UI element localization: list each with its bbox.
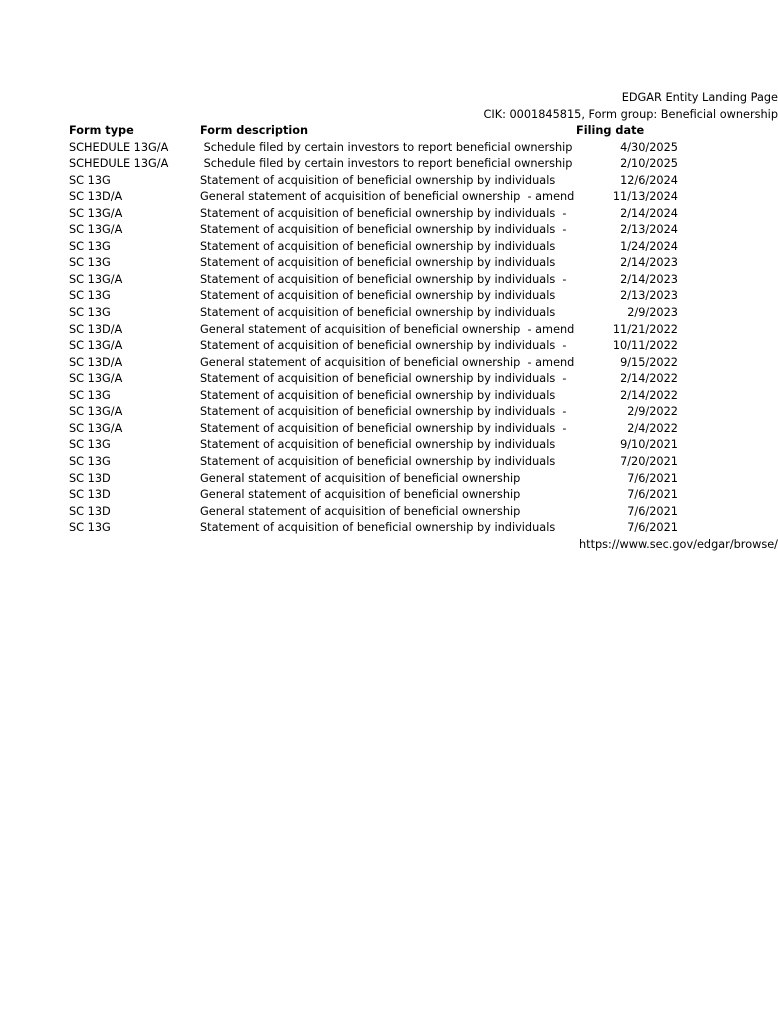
form-type-cell: SC 13D/A bbox=[69, 190, 123, 204]
table-row bbox=[0, 189, 678, 206]
filing-date-cell: 10/11/2022 bbox=[612, 339, 678, 353]
filing-date-cell: 2/14/2024 bbox=[620, 206, 678, 220]
form-description-cell: Statement of acquisition of beneficial ownership by individuals - bbox=[200, 223, 567, 237]
table-row bbox=[0, 504, 678, 521]
form-description-cell: Statement of acquisition of beneficial ownership by individuals bbox=[200, 454, 556, 468]
table-row bbox=[0, 173, 678, 190]
form-description-cell: Schedule filed by certain investors to report beneficial ownership bbox=[200, 140, 573, 154]
form-type-cell: SCHEDULE 13G/A bbox=[69, 140, 169, 154]
header-form-type: Form type bbox=[69, 124, 134, 137]
source-url: https://www.sec.gov/edgar/browse/ bbox=[578, 538, 778, 551]
table-row bbox=[0, 487, 678, 504]
form-type-cell: SC 13D bbox=[69, 488, 111, 502]
table-row bbox=[0, 388, 678, 405]
form-type-cell: SC 13G bbox=[69, 438, 111, 452]
table-row bbox=[0, 371, 678, 388]
table-row bbox=[0, 437, 678, 454]
form-description-cell: Schedule filed by certain investors to report beneficial ownership bbox=[200, 157, 573, 171]
form-type-cell: SC 13G bbox=[69, 256, 111, 270]
form-description-cell: Statement of acquisition of beneficial ownership by individuals bbox=[200, 306, 556, 319]
form-type-cell: SC 13G bbox=[69, 521, 111, 535]
table-row bbox=[0, 239, 678, 256]
filing-date-cell: 2/9/2023 bbox=[627, 306, 678, 319]
form-type-cell: SC 13G/A bbox=[69, 223, 123, 237]
form-description-cell: Statement of acquisition of beneficial ownership by individuals bbox=[200, 388, 556, 402]
table-row bbox=[0, 471, 678, 488]
table-row bbox=[0, 355, 678, 372]
filing-date-cell: 7/6/2021 bbox=[627, 521, 678, 535]
form-type-cell: SC 13D bbox=[69, 504, 111, 518]
form-type-cell: SC 13G/A bbox=[69, 405, 123, 419]
filing-date-cell: 1/24/2024 bbox=[620, 239, 678, 253]
table-row bbox=[0, 156, 678, 173]
filing-date-cell: 2/14/2023 bbox=[620, 256, 678, 270]
filing-date-cell: 2/4/2022 bbox=[627, 421, 678, 435]
table-row bbox=[0, 322, 678, 339]
form-description-cell: Statement of acquisition of beneficial ownership by individuals - bbox=[200, 206, 567, 220]
form-description-cell: Statement of acquisition of beneficial ownership by individuals - bbox=[200, 272, 567, 286]
filing-date-cell: 9/10/2021 bbox=[620, 438, 678, 452]
form-description-cell: General statement of acquisition of beneficial ownership bbox=[200, 471, 521, 485]
form-description-cell: Statement of acquisition of beneficial ownership by individuals bbox=[200, 438, 556, 452]
form-description-cell: Statement of acquisition of beneficial ownership by individuals bbox=[200, 173, 556, 187]
form-type-cell: SC 13G/A bbox=[69, 272, 123, 286]
form-type-cell: SC 13D/A bbox=[69, 355, 123, 369]
form-description-cell: General statement of acquisition of beneficial ownership bbox=[200, 504, 521, 518]
filing-date-cell: 2/13/2023 bbox=[620, 289, 678, 303]
form-description-cell: General statement of acquisition of beneficial ownership - amend bbox=[200, 190, 575, 204]
filing-date-cell: 2/13/2024 bbox=[620, 223, 678, 237]
form-description-cell: Statement of acquisition of beneficial ownership by individuals bbox=[200, 256, 556, 270]
table-row bbox=[0, 520, 678, 537]
filing-date-cell: 11/21/2022 bbox=[612, 322, 678, 336]
filing-date-cell: 12/6/2024 bbox=[620, 173, 678, 187]
form-type-cell: SC 13G bbox=[69, 239, 111, 253]
filing-date-cell: 9/15/2022 bbox=[620, 355, 678, 369]
form-description-cell: General statement of acquisition of beneficial ownership bbox=[200, 488, 521, 502]
form-type-cell: SC 13G bbox=[69, 388, 111, 402]
form-type-cell: SC 13D/A bbox=[69, 322, 123, 336]
form-type-cell: SC 13G bbox=[69, 454, 111, 468]
filing-date-cell: 4/30/2025 bbox=[620, 140, 678, 154]
filing-date-cell: 7/20/2021 bbox=[620, 454, 678, 468]
table-row bbox=[0, 338, 678, 355]
form-description-cell: General statement of acquisition of beneficial ownership - amend bbox=[200, 355, 575, 369]
filing-date-cell: 2/9/2022 bbox=[627, 405, 678, 419]
header-form-description: Form description bbox=[200, 124, 309, 137]
table-row bbox=[0, 305, 678, 322]
table-row bbox=[0, 272, 678, 289]
table-row bbox=[0, 288, 678, 305]
filing-date-cell: 7/6/2021 bbox=[627, 504, 678, 518]
form-description-cell: Statement of acquisition of beneficial ownership by individuals - bbox=[200, 372, 567, 386]
form-description-cell: Statement of acquisition of beneficial ownership by individuals bbox=[200, 239, 556, 253]
form-description-cell: Statement of acquisition of beneficial ownership by individuals bbox=[200, 521, 556, 535]
filing-date-cell: 2/14/2022 bbox=[620, 388, 678, 402]
table-row bbox=[0, 421, 678, 438]
form-type-cell: SC 13G bbox=[69, 306, 111, 319]
form-type-cell: SC 13G/A bbox=[69, 339, 123, 353]
table-row bbox=[0, 206, 678, 223]
form-type-cell: SC 13G/A bbox=[69, 206, 123, 220]
filing-date-cell: 7/6/2021 bbox=[627, 471, 678, 485]
form-type-cell: SC 13G/A bbox=[69, 421, 123, 435]
form-description-cell: General statement of acquisition of beneficial ownership - amend bbox=[200, 322, 575, 336]
form-type-cell: SC 13G bbox=[69, 173, 111, 187]
filing-date-cell: 11/13/2024 bbox=[612, 190, 678, 204]
report-title: EDGAR Entity Landing Page bbox=[621, 91, 778, 104]
table-row bbox=[0, 222, 678, 239]
filing-date-cell: 2/14/2023 bbox=[620, 272, 678, 286]
table-row bbox=[0, 404, 678, 421]
form-type-cell: SC 13D bbox=[69, 471, 111, 485]
form-description-cell: Statement of acquisition of beneficial ownership by individuals - bbox=[200, 339, 567, 353]
table-row bbox=[0, 140, 678, 157]
form-type-cell: SC 13G/A bbox=[69, 372, 123, 386]
form-description-cell: Statement of acquisition of beneficial ownership by individuals - bbox=[200, 405, 567, 419]
form-type-cell: SCHEDULE 13G/A bbox=[69, 157, 169, 171]
table-header bbox=[0, 123, 678, 140]
table-row bbox=[0, 454, 678, 471]
form-description-cell: Statement of acquisition of beneficial ownership by individuals bbox=[200, 289, 556, 303]
filing-date-cell: 2/10/2025 bbox=[620, 157, 678, 171]
filing-date-cell: 2/14/2022 bbox=[620, 372, 678, 386]
filing-date-cell: 7/6/2021 bbox=[627, 488, 678, 502]
table-row bbox=[0, 255, 678, 272]
form-description-cell: Statement of acquisition of beneficial ownership by individuals - bbox=[200, 421, 567, 435]
form-type-cell: SC 13G bbox=[69, 289, 111, 303]
report-subtitle: CIK: 0001845815, Form group: Beneficial ownership bbox=[483, 107, 778, 121]
header-filing-date: Filing date bbox=[576, 124, 645, 137]
